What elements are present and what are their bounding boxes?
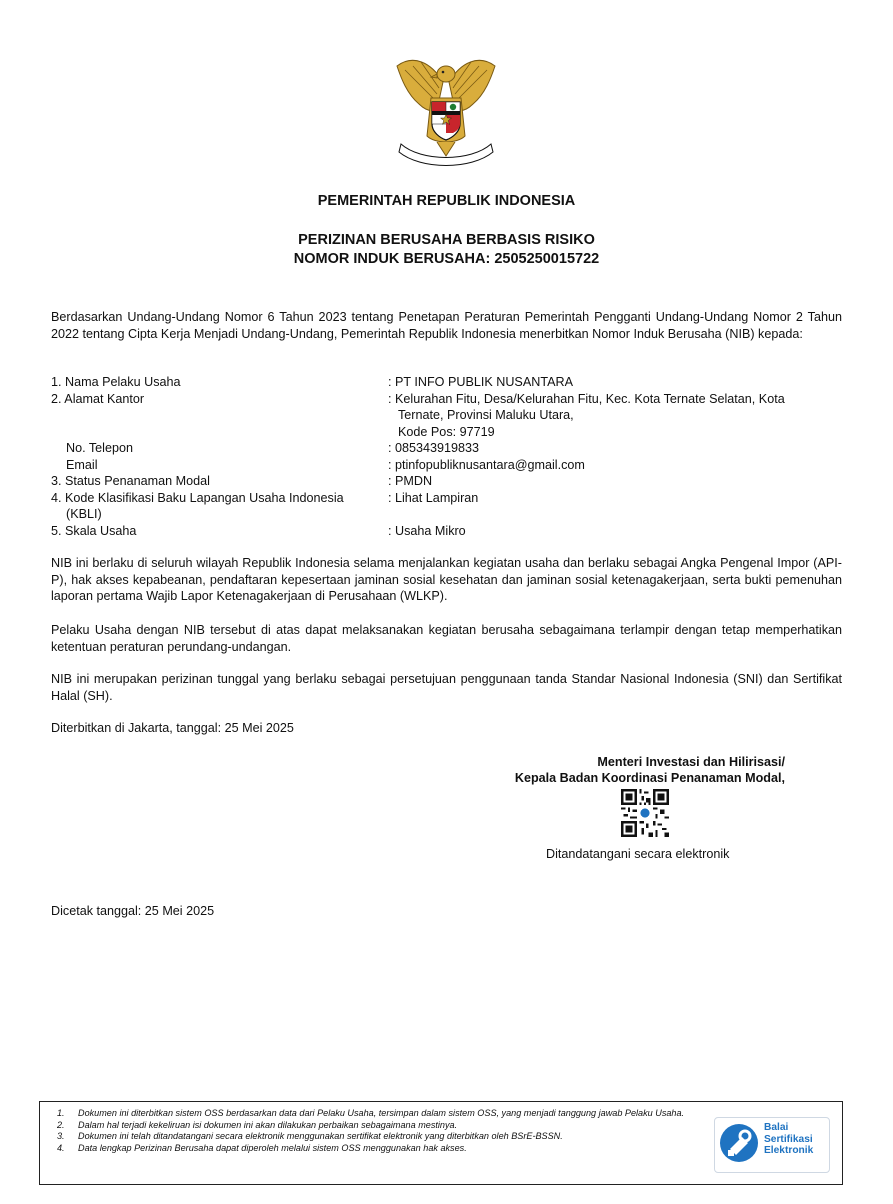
field-label-email: Email (66, 458, 98, 472)
field-label-name: 1. Nama Pelaku Usaha (51, 375, 181, 389)
footer-note: 4. Data lengkap Perizinan Berusaha dapat diperoleh melalui sistem OSS menggunakan hak akses. (57, 1142, 467, 1153)
field-label-address: 2. Alamat Kantor (51, 392, 145, 406)
footer-note: 2. Dalam hal terjadi kekeliruan isi dokumen ini akan dilakukan perbaikan sebagaimana mestinya. (57, 1119, 458, 1130)
intro-paragraph: Berdasarkan Undang-Undang Nomor 6 Tahun 2023 tentang Penetapan Peraturan Pemerintah Pengganti Undang-Undang Nomor 2 Tahun 2022 tentang Cipta Kerja Menjadi Undang-Undang, Pemerintah Republik Indonesia menerbitkan Nomor Induk Berusaha (NIB) kepada: (51, 310, 842, 341)
signatory-title-line2: Kepala Badan Koordinasi Penanaman Modal, (514, 771, 785, 785)
bsre-logo-icon (718, 1122, 760, 1169)
footer-note-text: Dalam hal terjadi kekeliruan isi dokumen ini akan dilakukan perbaikan sebagaimana mestinya. (78, 1119, 458, 1130)
field-value-name: : PT INFO PUBLIK NUSANTARA (388, 375, 573, 389)
field-value-phone: : 085343919833 (388, 441, 480, 455)
footer-note: 3. Dokumen ini telah ditandatangani secara elektronik menggunakan sertifikat elektronik yang diterbitkan oleh BSrE-BSSN. (57, 1131, 563, 1142)
field-value-kbli: : Lihat Lampiran (388, 491, 479, 505)
permit-title: PERIZINAN BERUSAHA BERBASIS RISIKO (298, 232, 595, 248)
footer-note-text: Dokumen ini telah ditandatangani secara elektronik menggunakan sertifikat elektronik yang diterbitkan oleh BSrE-BSSN. (78, 1131, 563, 1142)
single-permit-paragraph: NIB ini merupakan perizinan tunggal yang berlaku sebagai persetujuan penggunaan tanda Standar Nasional Indonesia (SNI) dan Sertifikat Halal (SH). (51, 672, 842, 703)
field-label-kbli: 4. Kode Klasifikasi Baku Lapangan Usaha Indonesia (51, 491, 344, 505)
field-label-investment-status: 3. Status Penanaman Modal (51, 474, 210, 488)
signatory-title-line1: Menteri Investasi dan Hilirisasi/ (597, 755, 785, 769)
printed-date: Dicetak tanggal: 25 Mei 2025 (51, 904, 215, 918)
validity-paragraph: NIB ini berlaku di seluruh wilayah Republik Indonesia selama menjalankan kegiatan usaha dan berlaku sebagai Angka Pengenal Impor (API-P), hak akses kepabeanan, pendaftaran kepesertaan jaminan sosial kesehatan dan jaminan sosial ketenagakerjaan, serta bukti pemenuhan laporan pertama Wajib Lapor Ketenagakerjaan di Perusahaan (WLKP). (51, 556, 842, 603)
government-title: PEMERINTAH REPUBLIK INDONESIA (317, 193, 576, 209)
nib-number: NOMOR INDUK BERUSAHA: 2505250015722 (293, 251, 600, 267)
field-label-business-scale: 5. Skala Usaha (51, 524, 137, 538)
field-value-address: : Kelurahan Fitu, Desa/Kelurahan Fitu, Kec. Kota Ternate Selatan, Kota (388, 392, 785, 406)
footer-note-text: Data lengkap Perizinan Berusaha dapat diperoleh melalui sistem OSS menggunakan hak akses. (78, 1142, 467, 1153)
field-value-email: : ptinfopubliknusantara@gmail.com (388, 458, 585, 472)
field-value-address-line2: Ternate, Provinsi Maluku Utara, (398, 408, 574, 422)
field-value-address-line3: Kode Pos: 97719 (398, 425, 495, 439)
e-signature-caption: Ditandatangani secara elektronik (546, 847, 730, 861)
field-label-phone: No. Telepon (66, 441, 133, 455)
footer-note: 1. Dokumen ini diterbitkan sistem OSS berdasarkan data dari Pelaku Usaha, tersimpan dalam sistem OSS, yang menjadi tanggung jawab Pelaku Usaha. (57, 1108, 685, 1118)
bsre-logo-text: Balai Sertifikasi Elektronik (764, 1122, 814, 1156)
garuda-emblem-icon (391, 52, 501, 170)
issued-date: Diterbitkan di Jakarta, tanggal: 25 Mei 2025 (51, 721, 294, 735)
field-value-investment-status: : PMDN (388, 474, 433, 488)
field-label-kbli-line2: (KBLI) (66, 507, 102, 521)
field-value-business-scale: : Usaha Mikro (388, 524, 466, 538)
footer-notes-list (57, 1108, 707, 1154)
footer-note-text: Dokumen ini diterbitkan sistem OSS berdasarkan data dari Pelaku Usaha, tersimpan dalam sistem OSS, yang menjadi tanggung jawab Pelaku Usaha. (78, 1108, 685, 1118)
qr-code-icon (621, 789, 669, 837)
activity-paragraph: Pelaku Usaha dengan NIB tersebut di atas dapat melaksanakan kegiatan berusaha sebagaimana terlampir dengan tetap memperhatikan ketentuan peraturan perundang-undangan. (51, 623, 842, 654)
